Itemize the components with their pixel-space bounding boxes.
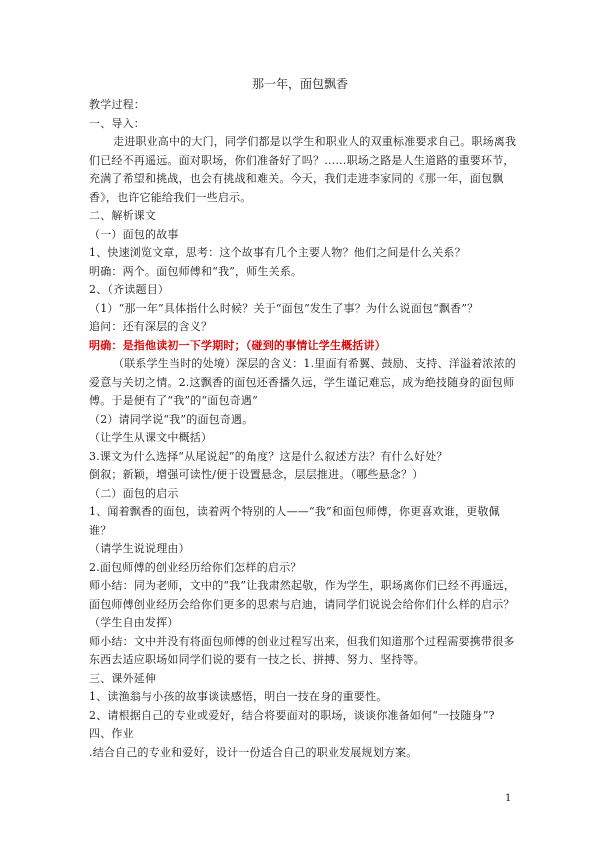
question-3: 3.课文为什么选择“从尾说起”的角度？这是什么叙述方法？有什么好处？ — [89, 449, 448, 463]
section-heading-homework: 四、作业 — [89, 727, 134, 740]
page-number: 1 — [505, 793, 512, 804]
note-reasons: （请学生说说理由） — [89, 542, 190, 555]
question-2-1: （1）“那一年”具体指什么时候？关于“面包”发生了事？为什么说面包“飘香”？ — [89, 301, 479, 315]
follow-up-question: 追问：还有深层的含义？ — [89, 320, 213, 333]
question-2-heading: 2、（齐读题目） — [89, 283, 170, 296]
extension-item-2: 2、请根据自己的专业或爱好，结合将要面对的职场，谈谈你准备如何“一技随身”? — [89, 708, 495, 722]
inspiration-question-2: 2.面包师傅的创业经历给你们怎样的启示？ — [89, 560, 302, 574]
answer-1: 明确：两个。面包师傅和“我”，师生关系。 — [89, 264, 303, 278]
heading-teaching-process: 教学过程： — [89, 98, 145, 111]
section-heading-intro: 一、导入： — [89, 116, 145, 130]
homework-item: .结合自己的专业和爱好，设计一份适合自己的职业发展规划方案。 — [89, 745, 418, 759]
section-heading-extension: 三、课外延伸 — [89, 671, 157, 685]
subheading-bread-story: （一）面包的故事 — [89, 227, 179, 241]
inspiration-question-1: 1、闻着飘香的面包，读着两个特别的人——“我”和面包师傅，你更喜欢谁，更敬佩谁？ — [89, 505, 500, 537]
extension-item-1: 1、读渔翁与小孩的故事谈读感悟，明白一技在身的重要性。 — [89, 690, 388, 703]
paragraph-deeper-meaning: （联系学生当时的处境）深层的含义：1.里面有希翼、鼓励、支持、洋溢着浓浓的爱意与关切之情。2.这飘香的面包还香播久远，学生谨记难忘，成为绝技随身的面包师傅。于是便有了“我”的“面包奇遇” — [89, 357, 516, 407]
document-body — [89, 96, 521, 762]
answer-3: 倒叙；新颖，增强可读性/便于设置悬念，层层推进。（哪些悬念？） — [89, 468, 424, 481]
teacher-summary-1: 师小结：同为老师，文中的“我”让我肃然起敬，作为学生，职场离你们已经不再遥远，面包师傅创业经历会给你们更多的思索与启迪，请同学们说说会给你们什么样的启示？ — [89, 579, 516, 611]
question-2-2: （2）请同学说“我”的面包奇遇。 — [89, 412, 254, 426]
document-title: 那一年，面包飘香 — [251, 77, 348, 91]
subheading-bread-inspiration: （二）面包的启示 — [89, 486, 179, 500]
section-heading-analysis: 二、解析课文 — [89, 209, 157, 222]
paragraph-intro: 走进职业高中的大门，同学们都是以学生和职业人的双重标准要求自己。职场离我们已经不再遥远。面对职场，你们准备好了吗？……职场之路是人生道路的重要环节，充满了希望和挑战，也会有挑战和难关。今天，我们走进李家同的《那一年，面包飘香》，也许它能给我们一些启示。 — [89, 135, 517, 204]
note-summarize: （让学生从课文中概括） — [89, 431, 213, 444]
highlighted-answer: 明确：是指他读初一下学期时；（碰到的事情让学生概括讲） — [89, 338, 386, 352]
question-1: 1、快速浏览文章，思考：这个故事有几个主要人物？他们之间是什么关系？ — [89, 246, 466, 259]
teacher-summary-2: 师小结：文中并没有将面包师傅的创业过程写出来，但我们知道那个过程需要携带很多东西去适应职场如同学们说的要有一技之长、拼搏、努力、坚持等。 — [89, 634, 515, 666]
note-free-discussion: （学生自由发挥） — [89, 616, 179, 629]
